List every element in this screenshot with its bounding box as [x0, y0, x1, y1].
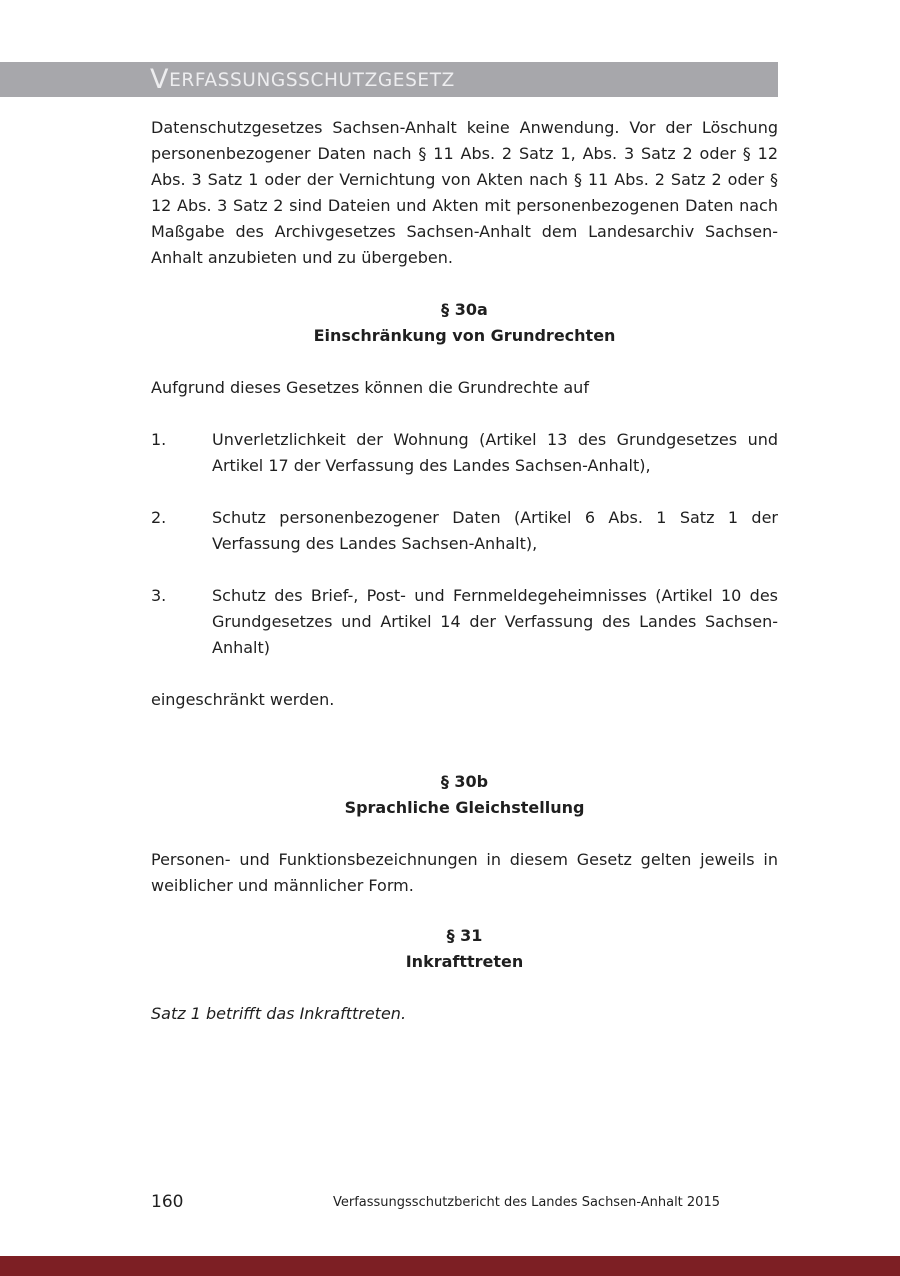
section-title: Inkrafttreten	[405, 952, 524, 971]
list-item-text: Schutz des Brief-, Post- und Fernmeldegeheimnisses (Artikel 10 des Grundgesetzes und Artikel 14 der Verfassung des Landes Sachsen-Anhalt)	[212, 586, 778, 657]
section-title: Sprachliche Gleichstellung	[344, 798, 585, 817]
list-item-marker: 3.	[151, 586, 167, 605]
intro-paragraph: Datenschutzgesetzes Sachsen-Anhalt keine Anwendung. Vor der Löschung personenbezogener Daten nach § 11 Abs. 2 Satz 1, Abs. 3 Satz 2 oder § 12 Abs. 3 Satz 1 oder der Vernichtung von Akten nach § 11 Abs. 2 Satz 2 oder § 12 Abs. 3 Satz 2 sind Dateien und Akten mit personenbezogenen Daten nach Maßgabe des Archivgesetzes Sachsen-Anhalt dem Landesarchiv Sachsen-Anhalt anzubieten und zu übergeben.	[151, 118, 778, 267]
list-item	[151, 583, 778, 661]
list-item-marker: 2.	[151, 508, 167, 527]
footer	[151, 1192, 778, 1212]
section-heading-30b	[151, 769, 778, 821]
page-title-rest: ERFASSUNGSSCHUTZGESETZ	[169, 70, 455, 91]
bottom-bar	[0, 1256, 900, 1276]
list-item-text: Unverletzlichkeit der Wohnung (Artikel 13 des Grundgesetzes und Artikel 17 der Verfassung des Landes Sachsen-Anhalt),	[212, 430, 778, 475]
section-30b-paragraph: Personen- und Funktionsbezeichnungen in diesem Gesetz gelten jeweils in weiblicher und männlicher Form.	[151, 850, 778, 895]
page-title-initial: V	[150, 64, 170, 95]
section-number: § 31	[446, 926, 483, 945]
section-number: § 30a	[441, 300, 488, 319]
list-item	[151, 427, 778, 479]
list-item-marker: 1.	[151, 430, 167, 449]
section-title: Einschränkung von Grundrechten	[313, 326, 616, 345]
footer-caption: Verfassungsschutzbericht des Landes Sachsen-Anhalt 2015	[332, 1195, 720, 1211]
section-heading-30a	[151, 297, 778, 349]
lead-paragraph: Aufgrund dieses Gesetzes können die Grundrechte auf	[151, 378, 589, 397]
list-item-text: Schutz personenbezogener Daten (Artikel 6 Abs. 1 Satz 1 der Verfassung des Landes Sachsen-Anhalt),	[212, 508, 778, 553]
editorial-note: Satz 1 betrifft das Inkrafttreten.	[151, 1004, 407, 1023]
list-item	[151, 505, 778, 557]
header-bar	[0, 62, 778, 97]
page-title	[150, 66, 455, 93]
document-content	[151, 115, 778, 1027]
section-number: § 30b	[440, 772, 489, 791]
closing-paragraph: eingeschränkt werden.	[151, 690, 335, 709]
section-heading-31	[151, 923, 778, 975]
page-number: 160	[151, 1192, 184, 1212]
